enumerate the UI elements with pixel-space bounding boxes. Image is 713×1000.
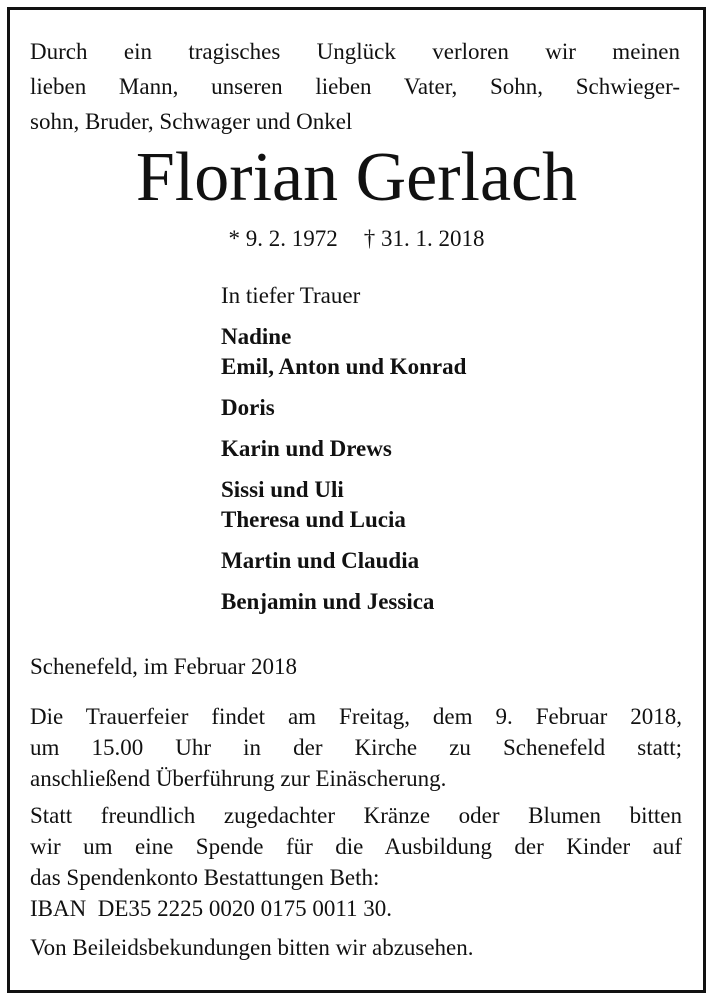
birth-date: * 9. 2. 1972 (228, 226, 338, 251)
mourner-group (221, 546, 466, 576)
closing-line: Von Beileidsbekundungen bitten wir abzusehen. (30, 935, 474, 960)
service-line: anschließend Überführung zur Einäscherung. (30, 766, 447, 791)
service-line: Die Trauerfeier findet am Freitag, dem 9. Februar 2018, (30, 704, 682, 729)
mourner-group (221, 434, 466, 464)
mourners-list (221, 281, 466, 628)
closing-note (30, 932, 682, 963)
service-line: um 15.00 Uhr in der Kirche zu Schenefeld statt; (30, 735, 682, 760)
death-date: † 31. 1. 2018 (363, 226, 485, 251)
mourner-name: Benjamin und Jessica (221, 589, 435, 614)
mourner-group (221, 475, 466, 535)
service-notice (30, 701, 682, 794)
mourners-heading: In tiefer Trauer (221, 283, 361, 308)
deceased-name: Florian Gerlach (135, 139, 578, 216)
donation-line: wir um eine Spende für die Ausbildung der Kinder auf (30, 834, 682, 859)
donation-line: Statt freundlich zugedachter Kränze oder Blumen bitten (30, 803, 682, 828)
place-date: Schenefeld, im Februar 2018 (30, 654, 297, 679)
mourner-group (221, 587, 466, 617)
life-dates (0, 224, 713, 254)
donation-notice (30, 800, 682, 924)
mourner-group (221, 322, 466, 382)
mourner-name: Karin und Drews (221, 436, 392, 461)
intro-line: Durch ein tragisches Unglück verloren wir meinen (30, 39, 680, 64)
mourner-name: Sissi und Uli (221, 477, 344, 502)
iban-line: IBAN DE35 2225 0020 0175 0011 30. (30, 896, 393, 921)
mourner-name: Doris (221, 395, 275, 420)
intro-line: sohn, Bruder, Schwager und Onkel (30, 109, 353, 134)
mourner-name: Theresa und Lucia (221, 507, 406, 532)
mourner-group (221, 393, 466, 423)
donation-line: das Spendenkonto Bestattungen Beth: (30, 865, 380, 890)
mourner-name: Nadine (221, 324, 292, 349)
intro-text (30, 34, 680, 139)
mourner-name: Emil, Anton und Konrad (221, 354, 467, 379)
mourner-name: Martin und Claudia (221, 548, 420, 573)
intro-line: lieben Mann, unseren lieben Vater, Sohn, Schwieger- (30, 74, 680, 99)
